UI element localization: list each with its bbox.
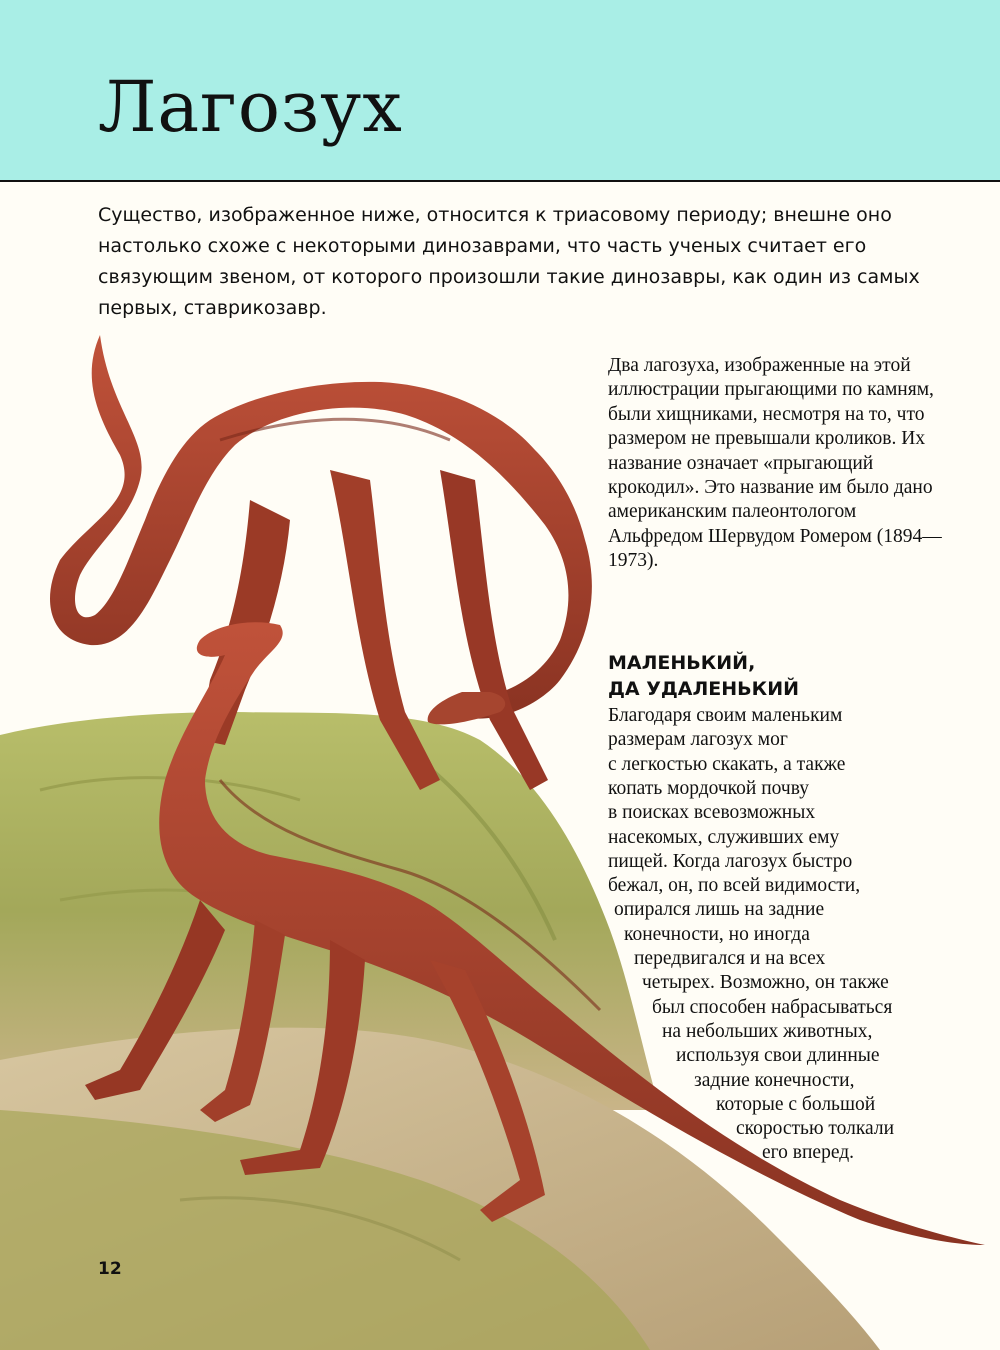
sidebar-body-line: бежал, он, по всей видимости, xyxy=(608,875,861,897)
illustration-caption: Два лагозуха, изображенные на этой иллюстрации прыгающими по камням, были хищниками, несмотря на то, что размером не превышали кроликов. Их название означает «прыгающий крокодил». Это название им было дано американским палеонтологом Альфредом Шервудом Ромером (1894—1973). xyxy=(608,355,942,572)
intro-paragraph: Существо, изображенное ниже, относится к триасовому периоду; внешне оно настолько схоже с некоторыми динозаврами, что часть ученых считает его связующим звеном, от которого произошли такие динозавры, как один из самых первых, ставрикозавр. xyxy=(98,204,920,319)
sidebar-body-line: размерам лагозух мог xyxy=(608,729,788,751)
sidebar-body-line: используя свои длинные xyxy=(676,1045,880,1067)
sidebar-heading-line: МАЛЕНЬКИЙ, xyxy=(608,652,756,674)
sidebar-body-line: его вперед. xyxy=(762,1142,855,1164)
sidebar-body-line: насекомых, служивших ему xyxy=(608,826,840,848)
sidebar-body-line: конечности, но иногда xyxy=(624,923,810,945)
page-number: 12 xyxy=(98,1259,122,1279)
page-title: Лагозух xyxy=(98,66,403,148)
sidebar-body-line: на небольших животных, xyxy=(662,1020,873,1042)
sidebar-body-line: Благодаря своим маленьким xyxy=(608,705,843,726)
sidebar-body-line: пищей. Когда лагозух быстро xyxy=(608,850,853,872)
sidebar-body-line: был способен набрасываться xyxy=(652,996,893,1018)
sidebar-heading-line: ДА УДАЛЕНЬКИЙ xyxy=(608,678,799,700)
sidebar-body-line: опирался лишь на задние xyxy=(614,899,825,921)
sidebar-body-line: которые с большой xyxy=(716,1093,876,1115)
sidebar-body-line: скоростью толкали xyxy=(736,1118,895,1140)
sidebar-body-line: задние конечности, xyxy=(694,1069,855,1091)
sidebar-body-line: передвигался и на всех xyxy=(634,948,826,969)
sidebar-body-line: четырех. Возможно, он также xyxy=(642,972,889,994)
sidebar-body-line: в поисках всевозможных xyxy=(608,802,816,824)
sidebar-body-line: копать мордочкой почву xyxy=(608,777,809,799)
sidebar-body-line: с легкостью скакать, а также xyxy=(608,753,846,775)
title-banner xyxy=(0,0,1000,182)
sidebar-heading xyxy=(608,650,799,702)
